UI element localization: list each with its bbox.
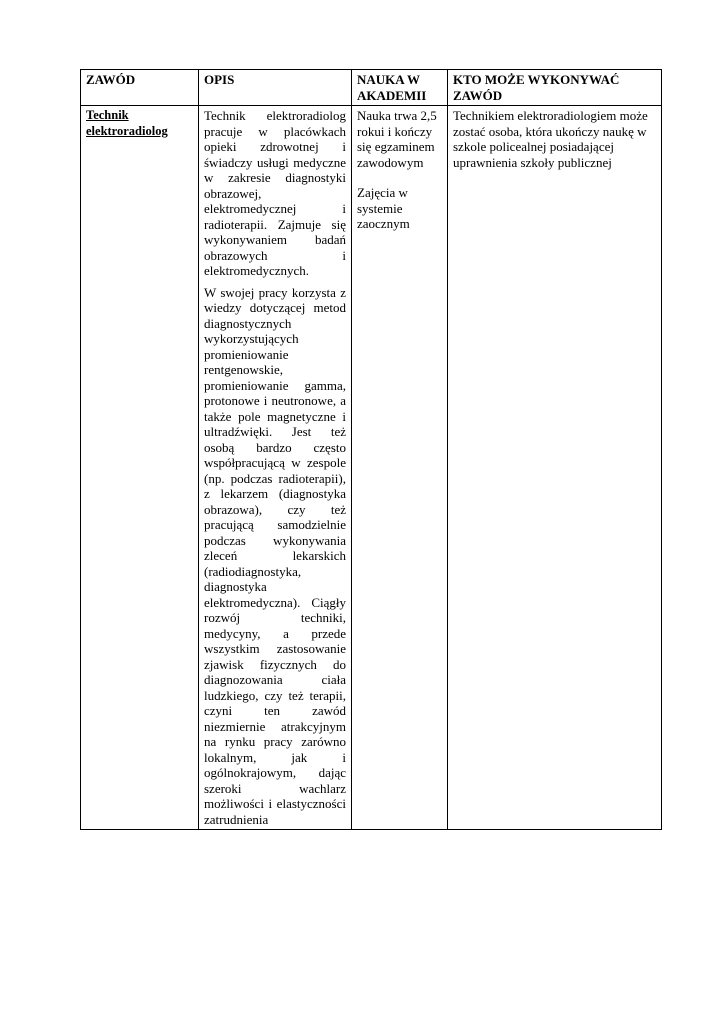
table-header-row <box>81 70 662 106</box>
cell-kto <box>448 106 662 830</box>
cell-opis <box>199 106 352 830</box>
header-nauka: NAUKA W AKADEMII <box>352 70 448 106</box>
profession-table <box>80 69 662 830</box>
eligibility-text: Technikiem elektroradiologiem może zostać osoba, która ukończy naukę w szkole policealnej posiadającej uprawnienia szkoły publicznej <box>453 108 648 170</box>
table-row <box>81 106 662 830</box>
header-zawod: ZAWÓD <box>81 70 199 106</box>
study-duration-text: Nauka trwa 2,5 rokui i kończy się egzaminem zawodowym <box>357 108 437 170</box>
cell-nauka <box>352 106 448 830</box>
study-mode-text: Zajęcia w systemie zaocznym <box>357 185 410 231</box>
description-paragraph-2: W swojej pracy korzysta z wiedzy dotyczącej metod diagnostycznych wykorzystujących promieniowanie rentgenowskie, promieniowanie gamma, protonowe i neutronowe, a także pole magnetyczne i ultradźwięki. Jest też osobą bardzo często współpracującą w zespole (np. podczas radioterapii), z lekarzem (diagnostyka obrazowa), czy też pracującą samodzielnie podczas wykonywania zleceń lekarskich (radiodiagnostyka, diagnostyka elektromedyczna). Ciągły rozwój techniki, medycyny, a przede wszystkim zastosowanie zjawisk fizycznych do diagnozowania ciała ludzkiego, czy też terapii, czyni ten zawód niezmiernie atrakcyjnym na rynku pracy zarówno lokalnym, jak i ogólnokrajowym, dając szeroki wachlarz możliwości i elastyczności zatrudnienia <box>204 284 346 827</box>
header-kto: KTO MOŻE WYKONYWAĆ ZAWÓD <box>448 70 662 106</box>
cell-zawod <box>81 106 199 830</box>
profession-name: Technik elektroradiolog <box>86 108 168 138</box>
header-opis: OPIS <box>199 70 352 106</box>
description-paragraph-1: Technik elektroradiolog pracuje w placówkach opieki zdrowotnej i świadczy usługi medyczne w zakresie diagnostyki obrazowej, elektromedycznej i radioterapii. Zajmuje się wykonywaniem badań obrazowych i elektromedycznych. <box>204 108 346 278</box>
